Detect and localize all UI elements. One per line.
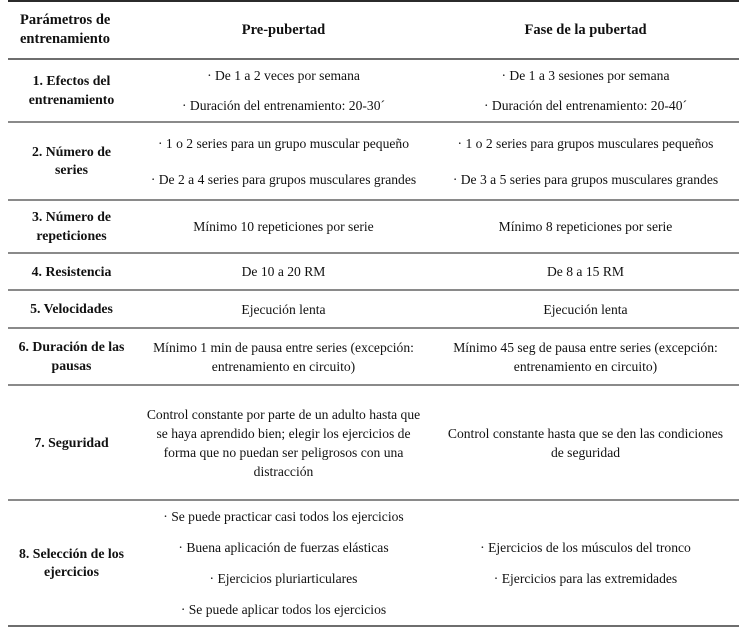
column-header-parameter: Parámetros de entrenamiento [8,1,135,59]
cell-pre-puberty-3 [135,200,432,253]
cell-line: Mínimo 10 repeticiones por serie [193,219,374,235]
cell-line: Mínimo 8 repeticiones por serie [498,219,673,235]
table-row [8,290,739,328]
table-body [8,59,739,626]
cell-line: Control constante por parte de un adulto hasta que se haya aprendido bien; elegir los ejercicios de forma que no puedan ser peligrosos con una distracción [146,406,421,479]
cell-pre-puberty-7 [135,385,432,500]
cell-puberty-phase-6 [432,328,739,385]
table-row [8,122,739,200]
cell-pre-puberty-6 [135,328,432,385]
row-label-8: 8. Selección de los ejercicios [8,500,135,626]
cell-puberty-phase-7 [432,385,739,500]
table-row [8,253,739,290]
training-parameters-table [8,0,739,627]
cell-pre-puberty-4 [135,253,432,290]
cell-line: · 1 o 2 series para grupos musculares pequeños [457,135,714,151]
cell-line: · Buena aplicación de fuerzas elásticas [178,540,389,556]
row-label-7: 7. Seguridad [8,385,135,500]
cell-pre-puberty-8 [135,500,432,626]
row-label-3: 3. Número de repeticiones [8,200,135,253]
cell-line: De 8 a 15 RM [546,264,625,280]
cell-line: · De 1 a 3 sesiones por semana [501,68,670,84]
cell-line: Ejecución lenta [543,301,628,317]
table-header [8,1,739,59]
table-row [8,200,739,253]
row-label-6: 6. Duración de las pausas [8,328,135,385]
cell-line: Control constante hasta que se den las condiciones de seguridad [447,425,724,460]
cell-line: · Se puede practicar casi todos los ejercicios [163,509,404,525]
column-header-pre-puberty: Pre-pubertad [135,1,432,59]
cell-line: · De 1 a 2 veces por semana [207,68,360,84]
cell-puberty-phase-8 [432,500,739,626]
header-row [8,1,739,59]
cell-line: · Ejercicios de los músculos del tronco [480,540,691,556]
cell-line: · Ejercicios pluriarticulares [209,571,358,587]
cell-pre-puberty-1 [135,59,432,122]
cell-line: · Se puede aplicar todos los ejercicios [180,602,387,618]
cell-line: · Ejercicios para las extremidades [493,571,678,587]
row-label-2: 2. Número de series [8,122,135,200]
cell-puberty-phase-4 [432,253,739,290]
cell-puberty-phase-5 [432,290,739,328]
cell-puberty-phase-2 [432,122,739,200]
column-header-puberty-phase: Fase de la pubertad [432,1,739,59]
cell-puberty-phase-1 [432,59,739,122]
cell-line: · 1 o 2 series para un grupo muscular pequeño [157,135,410,151]
table-row [8,385,739,500]
table-row [8,59,739,122]
cell-line: · De 3 a 5 series para grupos musculares grandes [452,171,719,187]
table-row [8,328,739,385]
row-label-1: 1. Efectos del entrenamiento [28,73,115,107]
cell-line: Mínimo 1 min de pausa entre series (excepción: entrenamiento en circuito) [153,339,414,374]
cell-line: · Duración del entrenamiento: 20-30´ [181,98,386,114]
cell-line: · De 2 a 4 series para grupos musculares grandes [150,171,417,187]
cell-line: · Duración del entrenamiento: 20-40´ [483,98,688,114]
cell-line: De 10 a 20 RM [241,264,326,280]
table-row [8,500,739,626]
cell-line: Ejecución lenta [241,301,326,317]
row-label-5: 5. Velocidades [8,290,135,328]
row-label-4: 4. Resistencia [8,253,135,290]
cell-line: Mínimo 45 seg de pausa entre series (excepción: entrenamiento en circuito) [453,339,718,374]
cell-pre-puberty-5 [135,290,432,328]
cell-pre-puberty-2 [135,122,432,200]
cell-puberty-phase-3 [432,200,739,253]
